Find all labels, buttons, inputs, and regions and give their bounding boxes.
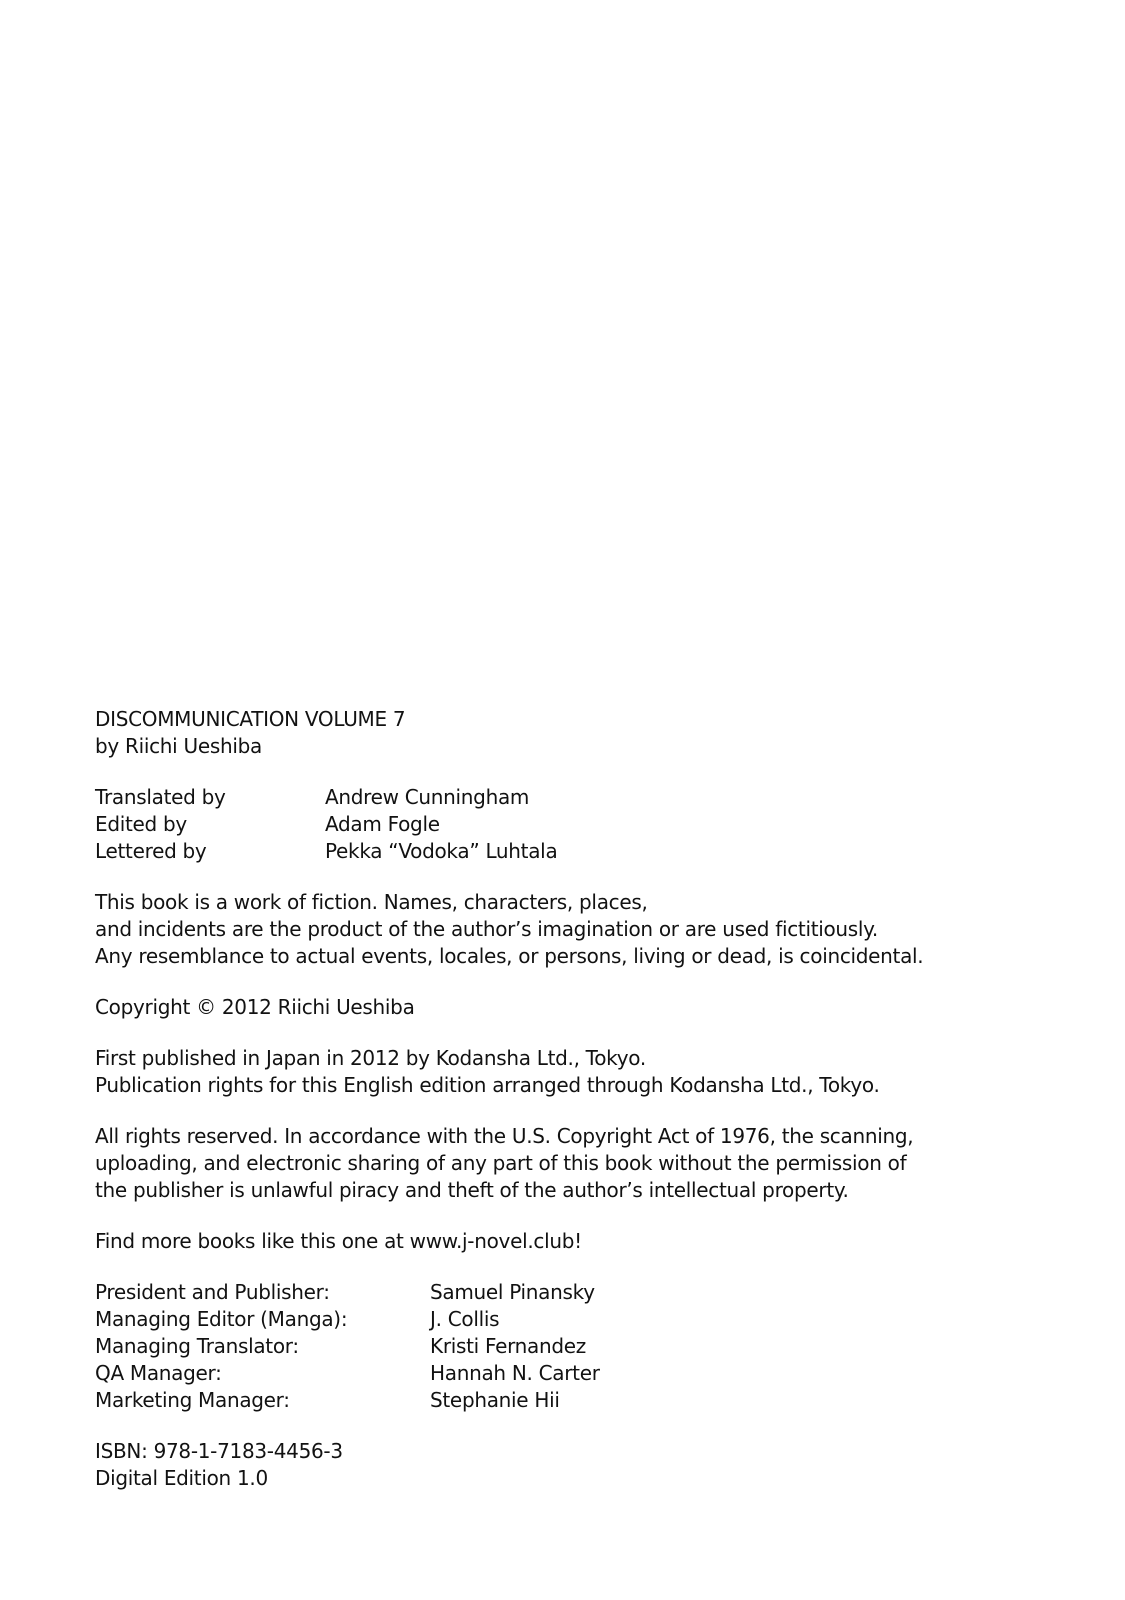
staff-row-qa-manager xyxy=(95,1360,1045,1387)
publication-line: Publication rights for this English edition arranged through Kodansha Ltd., Tokyo. xyxy=(95,1073,880,1097)
disclaimer-line: Any resemblance to actual events, locales, or persons, living or dead, is coincidental. xyxy=(95,944,924,968)
staff-block xyxy=(95,1279,1045,1414)
book-author-byline: by Riichi Ueshiba xyxy=(95,734,262,758)
fiction-disclaimer xyxy=(95,889,1045,970)
staff-label: Marketing Manager: xyxy=(95,1388,290,1412)
copyright-notice: Copyright © 2012 Riichi Ueshiba xyxy=(95,995,415,1019)
book-title: DISCOMMUNICATION VOLUME 7 xyxy=(95,707,406,731)
staff-row-president xyxy=(95,1279,1045,1306)
credit-row-translator xyxy=(95,784,1045,811)
staff-row-marketing-manager xyxy=(95,1387,1045,1414)
credit-row-letterer xyxy=(95,838,1045,865)
isbn-block xyxy=(95,1438,1045,1492)
promo-text: Find more books like this one at www.j-novel.club! xyxy=(95,1229,582,1253)
publication-block xyxy=(95,1045,1045,1099)
credit-value: Andrew Cunningham xyxy=(325,785,530,809)
staff-value: Stephanie Hii xyxy=(430,1388,560,1412)
staff-value: J. Collis xyxy=(430,1307,500,1331)
rights-line: the publisher is unlawful piracy and theft of the author’s intellectual property. xyxy=(95,1178,849,1202)
staff-label: QA Manager: xyxy=(95,1361,222,1385)
isbn-text: ISBN: 978-1-7183-4456-3 xyxy=(95,1439,343,1463)
rights-block xyxy=(95,1123,1045,1204)
title-block xyxy=(95,706,1045,760)
credit-label: Translated by xyxy=(95,785,226,809)
publication-line: First published in Japan in 2012 by Kodansha Ltd., Tokyo. xyxy=(95,1046,646,1070)
staff-row-managing-translator xyxy=(95,1333,1045,1360)
staff-label: President and Publisher: xyxy=(95,1280,330,1304)
staff-label: Managing Editor (Manga): xyxy=(95,1307,348,1331)
staff-row-managing-editor xyxy=(95,1306,1045,1333)
disclaimer-line: and incidents are the product of the author’s imagination or are used fictitiously. xyxy=(95,917,878,941)
edition-text: Digital Edition 1.0 xyxy=(95,1466,268,1490)
credit-value: Adam Fogle xyxy=(325,812,440,836)
staff-value: Hannah N. Carter xyxy=(430,1361,600,1385)
copyright-block xyxy=(95,994,1045,1021)
promo-block xyxy=(95,1228,1045,1255)
credit-value: Pekka “Vodoka” Luhtala xyxy=(325,839,558,863)
credit-label: Lettered by xyxy=(95,839,207,863)
staff-value: Kristi Fernandez xyxy=(430,1334,586,1358)
staff-value: Samuel Pinansky xyxy=(430,1280,595,1304)
disclaimer-line: This book is a work of fiction. Names, characters, places, xyxy=(95,890,648,914)
credit-row-editor xyxy=(95,811,1045,838)
colophon-content xyxy=(95,706,1045,1492)
staff-label: Managing Translator: xyxy=(95,1334,299,1358)
rights-line: uploading, and electronic sharing of any part of this book without the permission of xyxy=(95,1151,907,1175)
credit-label: Edited by xyxy=(95,812,187,836)
rights-line: All rights reserved. In accordance with the U.S. Copyright Act of 1976, the scanning, xyxy=(95,1124,914,1148)
credits-block xyxy=(95,784,1045,865)
